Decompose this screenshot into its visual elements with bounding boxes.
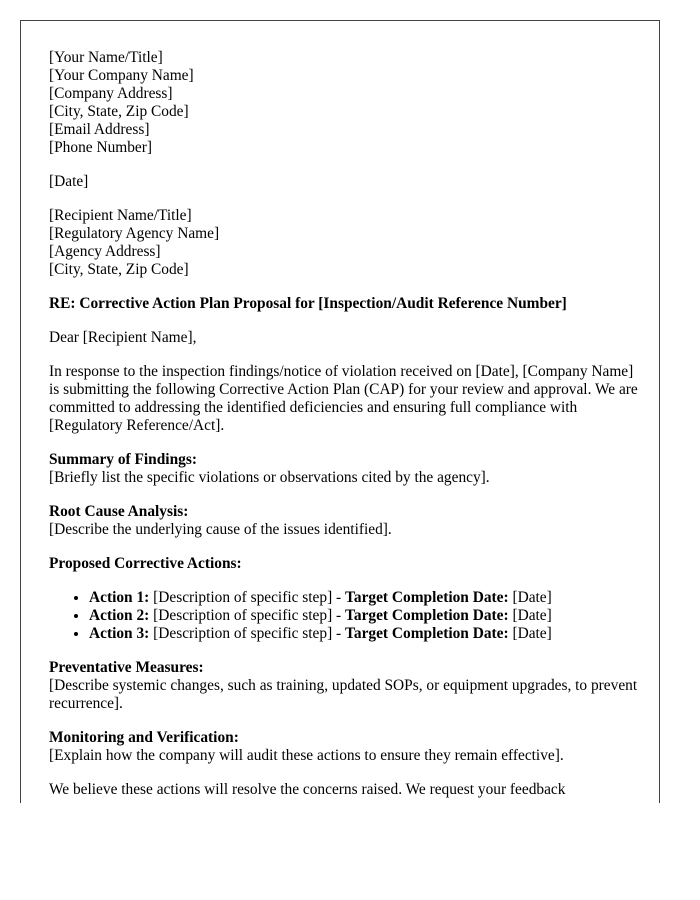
salutation: Dear [Recipient Name], [49,329,197,346]
target-date-label: Target Completion Date: [345,625,509,642]
letter-page [20,20,660,803]
date-block [49,173,639,191]
sender-phone: [Phone Number] [49,139,153,156]
target-date-value: [Date] [508,607,552,624]
root-cause-heading: Root Cause Analysis: [49,503,189,520]
findings-body: [Briefly list the specific violations or observations cited by the agency]. [49,469,490,486]
subject-line: RE: Corrective Action Plan Proposal for [Inspection/Audit Reference Number] [49,295,567,312]
action-description: [Description of specific step] - [149,607,346,624]
target-date-label: Target Completion Date: [345,607,509,624]
sender-company-name: [Your Company Name] [49,67,194,84]
target-date-value: [Date] [508,589,552,606]
recipient-name-title: [Recipient Name/Title] [49,207,192,224]
list-item [89,589,639,607]
target-date-label: Target Completion Date: [345,589,509,606]
action-description: [Description of specific step] - [149,589,346,606]
preventative-body: [Describe systemic changes, such as training, updated SOPs, or equipment upgrades, to prevent recurrence]. [49,677,638,712]
recipient-agency-address: [Agency Address] [49,243,161,260]
sender-email: [Email Address] [49,121,150,138]
corrective-actions-heading: Proposed Corrective Actions: [49,555,242,572]
monitoring-heading: Monitoring and Verification: [49,729,239,746]
action-label: Action 3: [89,625,150,642]
recipient-block [49,207,639,279]
recipient-agency-name: [Regulatory Agency Name] [49,225,220,242]
findings-heading: Summary of Findings: [49,451,197,468]
monitoring-section [49,729,639,765]
root-cause-section [49,503,639,539]
list-item [89,607,639,625]
root-cause-body: [Describe the underlying cause of the issues identified]. [49,521,392,538]
preventative-section [49,659,639,713]
letter-date: [Date] [49,173,89,190]
intro-paragraph: In response to the inspection findings/notice of violation received on [Date], [Company Name] is submitting the following Corrective Action Plan (CAP) for your review and approval. We are committed to addressing the identified deficiencies and ensuring full compliance with [Regulatory Reference/Act]. [49,363,638,434]
sender-name-title: [Your Name/Title] [49,49,163,66]
recipient-city-state-zip: [City, State, Zip Code] [49,261,189,278]
monitoring-body: [Explain how the company will audit these actions to ensure they remain effective]. [49,747,564,764]
action-label: Action 1: [89,589,150,606]
sender-block [49,49,639,157]
preventative-heading: Preventative Measures: [49,659,204,676]
sender-city-state-zip: [City, State, Zip Code] [49,103,189,120]
action-description: [Description of specific step] - [149,625,346,642]
action-label: Action 2: [89,607,150,624]
list-item [89,625,639,643]
findings-section [49,451,639,487]
sender-company-address: [Company Address] [49,85,173,102]
target-date-value: [Date] [508,625,552,642]
closing-paragraph: We believe these actions will resolve the concerns raised. We request your feedback [49,781,566,798]
letter-content [49,49,639,803]
corrective-actions-list [49,589,639,643]
